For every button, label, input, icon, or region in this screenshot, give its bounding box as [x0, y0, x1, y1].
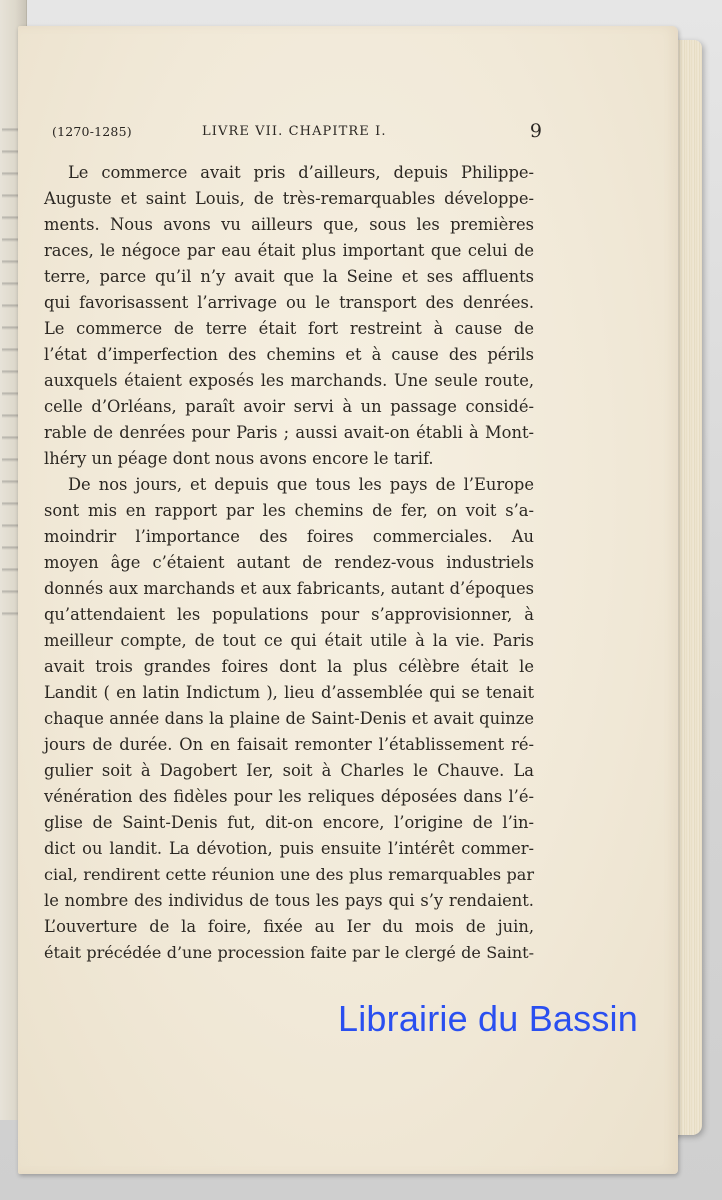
header-chapter-title: LIVRE VII. CHAPITRE I. — [202, 124, 387, 139]
text-line: chaque année dans la plaine de Saint-Denis et avait quinze — [44, 709, 534, 728]
text-line: lhéry un péage dont nous avons encore le tarif. — [44, 449, 434, 468]
text-line: cial, rendirent cette réunion une des plus remarquables par — [44, 865, 534, 884]
text-line: celle d’Orléans, paraît avoir servi à un passage considé- — [44, 397, 534, 416]
text-line: jours de durée. On en faisait remonter l’établissement ré- — [44, 735, 534, 754]
text-line: gulier soit à Dagobert Ier, soit à Charles le Chauve. La — [44, 761, 534, 780]
text-line: le nombre des individus de tous les pays qui s’y rendaient. — [44, 891, 534, 910]
spine-marks — [2, 110, 18, 630]
text-line: Landit ( en latin Indictum ), lieu d’assemblée qui se tenait — [44, 683, 534, 702]
text-line: qu’attendaient les populations pour s’approvisionner, à — [44, 605, 534, 624]
text-line: glise de Saint-Denis fut, dit-on encore, l’origine de l’in- — [44, 813, 534, 832]
text-line: De nos jours, et depuis que tous les pays de l’Europe — [68, 475, 534, 494]
body-text — [44, 160, 534, 966]
text-line: Le commerce de terre était fort restreint à cause de — [44, 319, 534, 338]
text-line: dict ou landit. La dévotion, puis ensuite l’intérêt commer- — [44, 839, 534, 858]
text-line: moyen âge c’étaient autant de rendez-vous industriels — [44, 553, 534, 572]
text-line: meilleur compte, de tout ce qui était utile à la vie. Paris — [44, 631, 534, 650]
text-line: moindrir l’importance des foires commerciales. Au — [44, 527, 534, 546]
text-line: Auguste et saint Louis, de très-remarquables développe- — [44, 189, 534, 208]
text-line: était précédée d’une procession faite par le clergé de Saint- — [44, 943, 534, 962]
watermark-text: Librairie du Bassin — [338, 998, 638, 1039]
text-line: rable de denrées pour Paris ; aussi avait-on établi à Mont- — [44, 423, 534, 442]
text-line: terre, parce qu’il n’y avait que la Seine et ses affluents — [44, 267, 534, 286]
text-line: L’ouverture de la foire, fixée au Ier du mois de juin, — [44, 917, 534, 936]
text-line: qui favorisassent l’arrivage ou le transport des denrées. — [44, 293, 534, 312]
text-line: sont mis en rapport par les chemins de fer, on voit s’a- — [44, 501, 534, 520]
running-header — [52, 120, 542, 150]
text-line: ments. Nous avons vu ailleurs que, sous les premières — [44, 215, 534, 234]
text-line: avait trois grandes foires dont la plus célèbre était le — [44, 657, 534, 676]
page-number: 9 — [529, 120, 542, 142]
text-line: donnés aux marchands et aux fabricants, autant d’époques — [44, 579, 534, 598]
text-line: races, le négoce par eau était plus important que celui de — [44, 241, 534, 260]
header-date-range: (1270-1285) — [52, 124, 132, 139]
text-line: Le commerce avait pris d’ailleurs, depuis Philippe- — [68, 163, 534, 182]
text-line: l’état d’imperfection des chemins et à cause des périls — [44, 345, 534, 364]
text-line: vénération des fidèles pour les reliques déposées dans l’é- — [44, 787, 534, 806]
text-line: auxquels étaient exposés les marchands. Une seule route, — [44, 371, 534, 390]
